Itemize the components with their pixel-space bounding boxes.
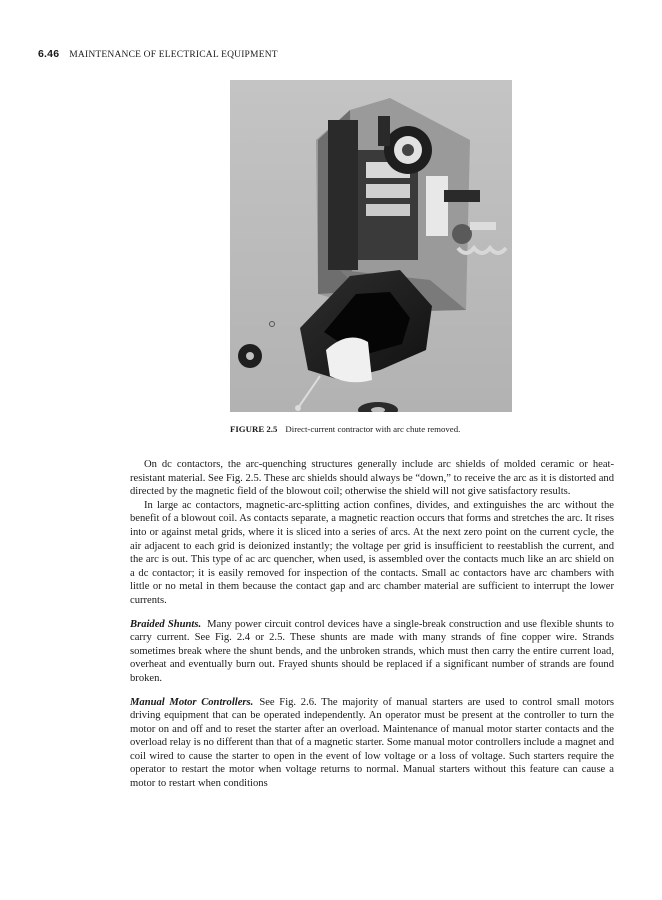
paragraph: In large ac contactors, magnetic-arc-splitting action confines, divides, and extinguishes the arc without the benefit of a blowout coil. As contacts separate, a magnetic reaction occurs that forms and stretches the arc. It rises into or against metal grids, where it is sliced into a series of arcs. At the next zero point on the current cycle, the air adjacent to each grid is deionized instantly; the voltage per grid is insufficient to reestablish the current, and the arc is out. This type of ac arc quencher, when used, is assembled over the contacts much like an arc shield on a dc contactor; it is easily removed for inspection of the contacts. Small ac contactors have arc chambers with little or no metal in them because the contact gap and arc chamber material are sufficient to interrupt the lower currents.	[130, 499, 614, 606]
running-title: MAINTENANCE OF ELECTRICAL EQUIPMENT	[69, 50, 278, 60]
figure-caption-text: Direct-current contractor with arc chute removed.	[285, 424, 461, 434]
page-number: 6.46	[38, 48, 60, 60]
contactor-photo	[230, 80, 512, 412]
run-in-heading: Braided Shunts.	[130, 618, 202, 630]
figure-label: FIGURE 2.5	[230, 424, 278, 434]
section-text: Many power circuit control devices have a single-break construction and use flexible shunts to carry current. See Fig. 2.4 or 2.5. These shunts are made with many strands of fine copper wire. Strands sometimes break where the shunt bends, and the unbroken strands, which must then carry the entire current load, overheat and eventually burn out. Frayed shunts should be replaced if a significant number of strands are found broken.	[130, 618, 614, 684]
figure-caption	[230, 424, 460, 434]
run-in-heading: Manual Motor Controllers.	[130, 696, 254, 708]
running-header	[38, 48, 278, 60]
section-manual-motor-controllers	[130, 696, 614, 791]
section-braided-shunts	[130, 618, 614, 686]
paragraph: On dc contactors, the arc-quenching structures generally include arc shields of molded ceramic or heat-resistant material. See Fig. 2.5. These arc shields should always be “down,” to receive the arc as it is distorted and directed by the magnetic field of the blowout coil; otherwise the shield will not give satisfactory results.	[130, 459, 614, 498]
section-text: See Fig. 2.6. The majority of manual starters are used to control small motors driving equipment that can be operated independently. An operator must be present at the controller to turn the motor on and off and to reset the starter after an overload. Maintenance of manual motor starter contacts and the overload relay is no different than that of a magnetic starter. Some manual motor controllers include a magnet and coil wired to cause the starter to open in the event of low voltage or a loss of voltage. Such starters require the operator to restart the motor when voltage returns to normal. Manual starters without this feature can cause a motor to restart when conditions	[130, 696, 614, 790]
body-text	[130, 458, 614, 791]
